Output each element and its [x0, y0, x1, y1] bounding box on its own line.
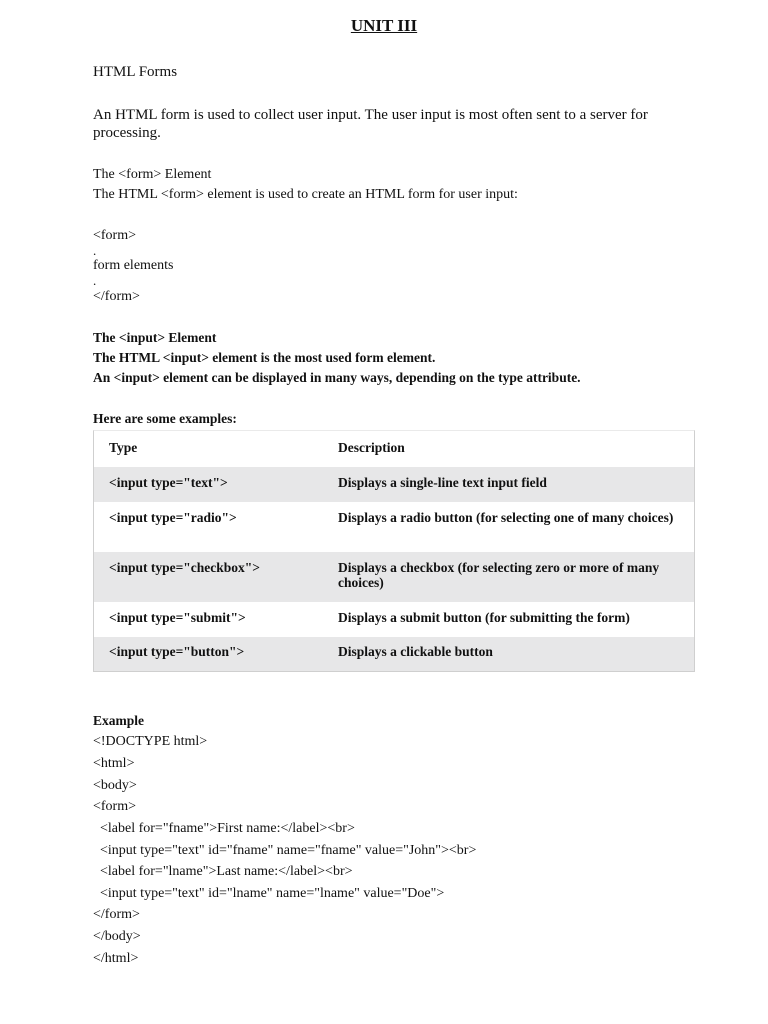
table-row [94, 502, 694, 552]
table-cell-description: Displays a clickable button [338, 644, 493, 659]
examples-heading: Here are some examples: [93, 411, 237, 426]
table-row [94, 637, 694, 671]
code-line: <input type="text" id="lname" name="lname" value="Doe"> [93, 886, 445, 901]
form-snippet-open: <form> [93, 228, 137, 243]
input-element-line1: The HTML <input> element is the most used form element. [93, 350, 436, 365]
table-cell-description: Displays a single-line text input field [338, 475, 547, 490]
code-line: </body> [93, 929, 141, 944]
form-element-heading: The <form> Element [93, 167, 212, 182]
input-element-line2: An <input> element can be displayed in many ways, depending on the type attribute. [93, 370, 581, 385]
example-heading: Example [93, 713, 145, 728]
form-snippet-elements: form elements [93, 258, 174, 273]
table-cell-type: <input type="button"> [109, 644, 245, 659]
table-header-type: Type [109, 440, 138, 455]
code-line: <body> [93, 778, 137, 793]
table-row [94, 467, 694, 502]
code-line: <label for="lname">Last name:</label><br> [93, 864, 353, 879]
input-types-table [93, 430, 695, 672]
code-line: </form> [93, 907, 140, 922]
table-cell-type: <input type="checkbox"> [109, 560, 260, 575]
table-row [94, 552, 694, 602]
page-title: UNIT III [350, 16, 418, 35]
section-heading: HTML Forms [93, 64, 178, 80]
intro-paragraph: An HTML form is used to collect user input. The user input is most often sent to a server for processing. [93, 107, 648, 141]
table-cell-type: <input type="text"> [109, 475, 228, 490]
form-snippet-close: </form> [93, 289, 140, 304]
table-cell-description: Displays a checkbox (for selecting zero or more of many choices) [338, 560, 660, 590]
table-cell-description: Displays a radio button (for selecting one of many choices) [338, 510, 674, 525]
code-line: <html> [93, 756, 135, 771]
code-line: <form> [93, 799, 137, 814]
table-row [94, 602, 694, 637]
table-header-row [94, 431, 694, 467]
table-cell-description: Displays a submit button (for submitting the form) [338, 610, 630, 625]
table-cell-type: <input type="radio"> [109, 510, 237, 525]
code-line: <input type="text" id="fname" name="fname" value="John"><br> [93, 843, 477, 858]
form-snippet-dot: . [93, 273, 97, 288]
input-element-heading: The <input> Element [93, 330, 217, 345]
form-snippet-dot: . [93, 243, 97, 258]
table-cell-type: <input type="submit"> [109, 610, 246, 625]
table-header-description: Description [338, 440, 405, 455]
form-element-description: The HTML <form> element is used to create an HTML form for user input: [93, 187, 518, 202]
code-line: </html> [93, 951, 139, 966]
code-line: <!DOCTYPE html> [93, 734, 208, 749]
code-line: <label for="fname">First name:</label><br> [93, 821, 355, 836]
